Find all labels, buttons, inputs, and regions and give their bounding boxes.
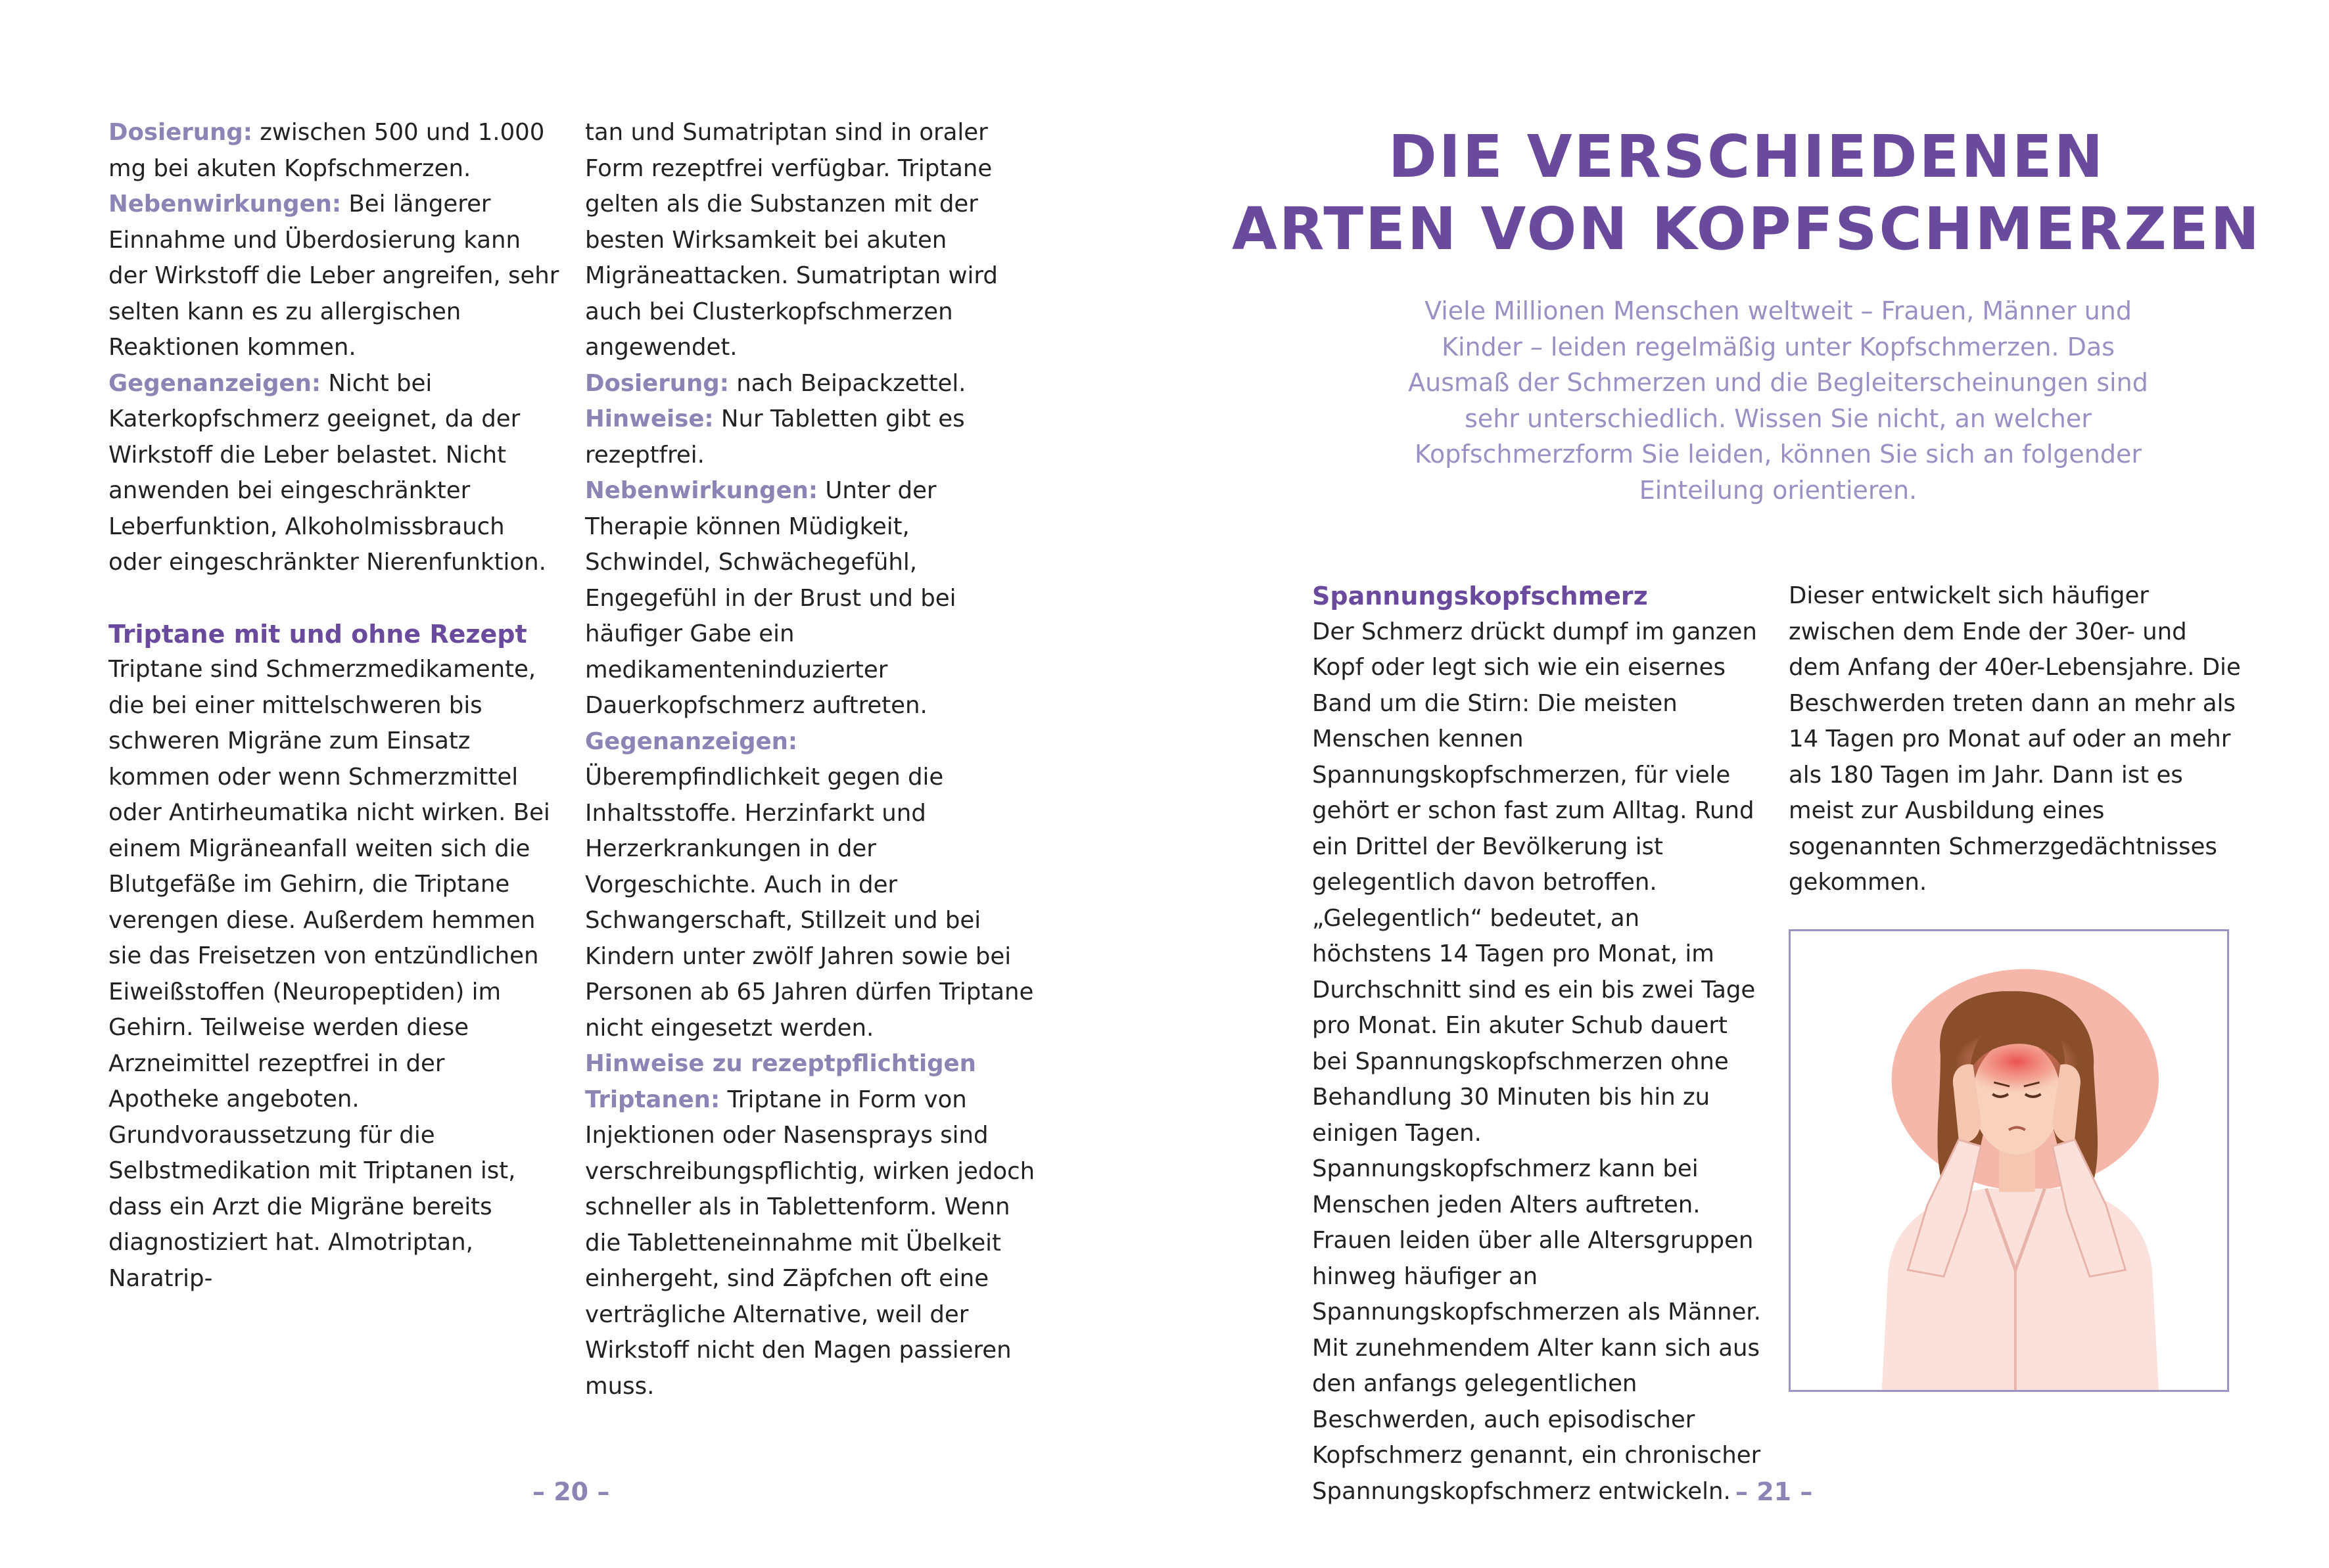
tension-headache-continued-paragraph: Dieser entwickelt sich häufiger zwischen dem Ende der 30er- und dem Anfang der 40er-Lebensjahre. Die Beschwerden treten dann an mehr als 14 Tagen pro Monat auf oder an mehr als 180 Tagen im Jahr. Dann ist es meist zur Ausbildung eines sogenannten Schmerzgedächtnisses gekommen. xyxy=(1789,582,2241,896)
right-column-1 xyxy=(1312,578,1766,1510)
side-effects-text: Bei längerer Einnahme und Überdosierung kann der Wirkstoff die Leber angreifen, sehr selten kann es zu allergischen Reaktionen kommen. xyxy=(108,191,559,361)
prescription-notes-paragraph xyxy=(585,1046,1039,1404)
triptans-continued-paragraph: tan und Sumatriptan sind in oraler Form rezeptfrei verfügbar. Triptane gelten als die Substanzen mit der besten Wirksamkeit bei akuten Migräneattacken. Sumatriptan wird auch bei Clusterkopfschmerzen angewendet. xyxy=(585,119,998,361)
dosage-paragraph xyxy=(585,366,1039,402)
tension-headache-paragraph: Der Schmerz drückt dumpf im ganzen Kopf oder legt sich wie ein eisernes Band um die Stirn: Die meisten Menschen kennen Spannungskopfschmerzen, für viele gehört er schon fast zum Alltag. Rund ein Drittel der Bevölkerung ist gelegentlich davon betroffen. „Gelegentlich“ bedeutet, an höchstens 14 Tagen pro Monat, im Durchschnitt sind es ein bis zwei Tage pro Monat. Ein akuter Schub dauert bei Spannungskopfschmerzen ohne Behandlung 30 Minuten bis hin zu einigen Tagen. Spannungskopfschmerz kann bei Menschen jeden Alters auftreten. Frauen leiden über alle Altersgruppen hinweg häufiger an Spannungskopfschmerzen als Männer. Mit zunehmendem Alter kann sich aus den anfangs gelegentlichen Beschwerden, auch episodischer Kopfschmerz genannt, ein chronischer Spannungskopfschmerz entwickeln. xyxy=(1312,618,1761,1505)
chapter-title-line-1: DIE VERSCHIEDENEN xyxy=(1388,122,2106,191)
chapter-title xyxy=(1164,120,2329,265)
chapter-intro: Viele Millionen Menschen weltweit – Frauen, Männer und Kinder – leiden regelmäßig unter Kopfschmerzen. Das Ausmaß der Schmerzen und die Begleiterscheinungen sind sehr unterschiedlich. Wissen Sie nicht, an welcher Kopfschmerzform Sie leiden, können Sie sich an folgender Einteilung orientieren. xyxy=(1408,296,2148,505)
headache-illustration xyxy=(1789,929,2229,1392)
chapter-title-line-2: ARTEN VON KOPFSCHMERZEN xyxy=(1231,195,2262,263)
dosage-paragraph xyxy=(108,115,562,187)
side-effects-text: Unter der Therapie können Müdigkeit, Schwindel, Schwächegefühl, Engegefühl in der Brust und bei häufiger Gabe ein medikamenteninduzierter Dauerkopfschmerz auftreten. xyxy=(585,477,956,719)
prescription-notes-text: Triptane in Form von Injektionen oder Nasensprays sind verschreibungspflichtig, wirken jedoch schneller als in Tablettenform. Wenn die Tabletteneinnahme mit Übelkeit einhergeht, sind Zäpfchen oft eine verträgliche Alternative, weil der Wirkstoff nicht den Magen passieren muss. xyxy=(585,1086,1035,1400)
prescription-notes-label: Hinweise zu rezeptpflichtigen Triptanen: xyxy=(585,1050,976,1113)
dosage-label: Dosierung: xyxy=(108,119,252,146)
tension-headache-subheading: Spannungskopfschmerz xyxy=(1312,582,1648,611)
notes-text: Nur Tabletten gibt es rezeptfrei. xyxy=(585,405,965,469)
left-column-1 xyxy=(108,115,562,1297)
triptans-subheading: Triptane mit und ohne Rezept xyxy=(108,619,527,649)
left-column-2 xyxy=(585,115,1039,1404)
dosage-label: Dosierung: xyxy=(585,369,729,397)
contraindications-label: Gegenanzeigen: xyxy=(108,369,321,397)
page-number-left: – 20 – xyxy=(532,1477,610,1506)
contraindications-label: Gegenanzeigen: xyxy=(585,727,798,755)
side-effects-paragraph xyxy=(585,473,1039,724)
side-effects-paragraph xyxy=(108,187,562,366)
dosage-text: nach Beipackzettel. xyxy=(728,369,966,397)
notes-paragraph xyxy=(585,402,1039,473)
side-effects-label: Nebenwirkungen: xyxy=(585,477,818,504)
dosage-text: zwischen 500 und 1.000 mg bei akuten Kopfschmerzen. xyxy=(108,119,545,182)
notes-label: Hinweise: xyxy=(585,405,714,432)
contraindications-text: Überempfindlichkeit gegen die Inhaltsstoffe. Herzinfarkt und Herzerkrankungen in der Vorgeschichte. Auch in der Schwangerschaft, Stillzeit und bei Kindern unter zwölf Jahren sowie bei Personen ab 65 Jahren dürfen Triptane nicht eingesetzt werden. xyxy=(585,764,1034,1042)
contraindications-text: Nicht bei Katerkopfschmerz geeignet, da der Wirkstoff die Leber belastet. Nicht anwenden bei eingeschränkter Leberfunktion, Alkoholmissbrauch oder eingeschränkter Nierenfunktion. xyxy=(108,369,546,576)
contraindications-paragraph xyxy=(585,724,1039,1047)
triptans-paragraph: Triptane sind Schmerzmedikamente, die bei einer mittelschweren bis schweren Migräne zum Einsatz kommen oder wenn Schmerzmittel oder Antirheumatika nicht wirken. Bei einem Migräneanfall weiten sich die Blutgefäße im Gehirn, die Triptane verengen diese. Außerdem hemmen sie das Freisetzen von entzündlichen Eiweißstoffen (Neuropeptiden) im Gehirn. Teilweise werden diese Arzneimittel rezeptfrei in der Apotheke angeboten. Grundvoraussetzung für die Selbstmedikation mit Triptanen ist, dass ein Arzt die Migräne bereits diagnostiziert hat. Almotriptan, Naratrip- xyxy=(108,656,550,1292)
page-number-right: – 21 – xyxy=(1735,1477,1813,1506)
side-effects-label: Nebenwirkungen: xyxy=(108,191,342,218)
woman-with-headache-icon xyxy=(1791,931,2227,1390)
contraindications-paragraph xyxy=(108,366,562,581)
right-column-2 xyxy=(1789,578,2242,901)
